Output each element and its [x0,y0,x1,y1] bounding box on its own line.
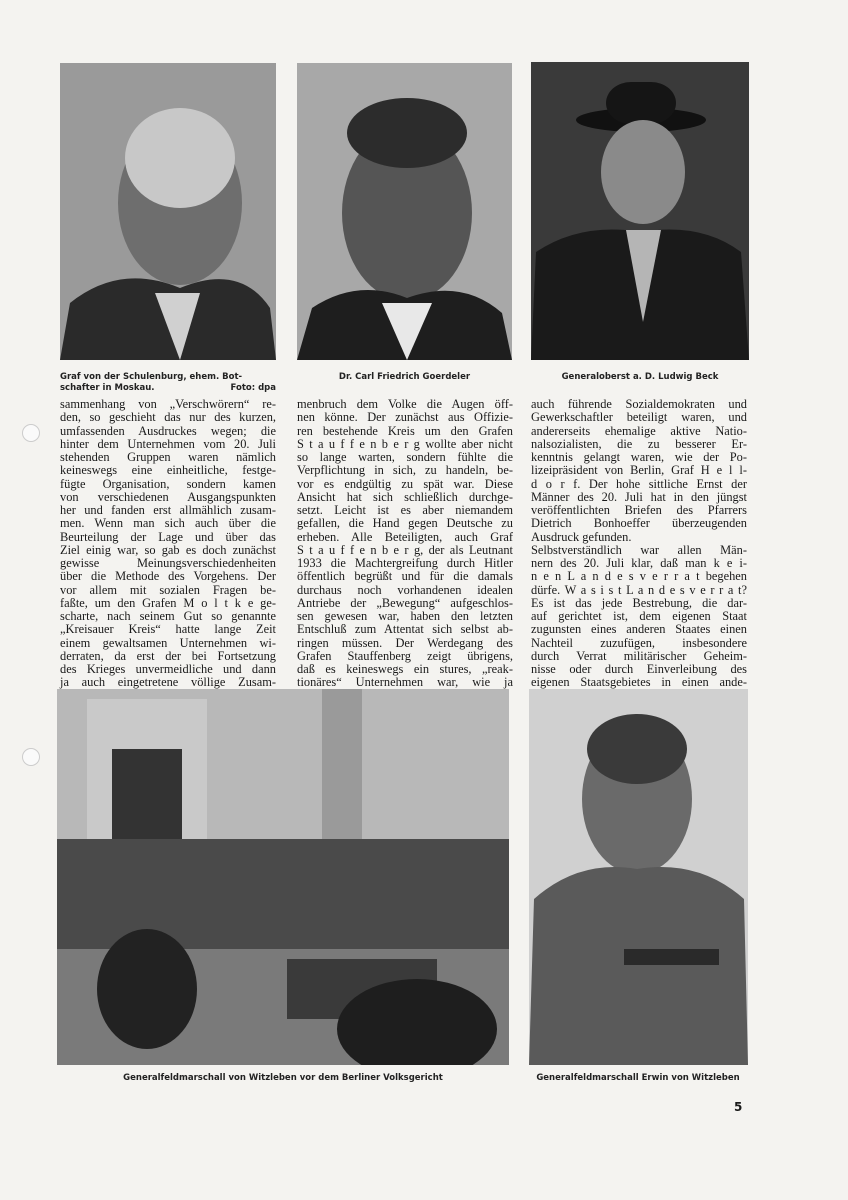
photo-witzleben [529,689,748,1065]
text-line: ringen müssen. Der Werdegang des [297,635,513,650]
text-line: so lange warten, sondern fühlte die [297,450,513,464]
caption-line [60,383,276,394]
photo-schulenburg [60,63,276,360]
text-column-3 [531,398,747,690]
caption-witzleben: Generalfeldmarschall Erwin von Witzleben [536,1073,740,1083]
text-line: umfassenden Ausdruckes wegen; die [60,423,276,438]
caption-text: schafter in Moskau. [60,383,155,393]
text-line: durch Verrat militärischer Geheim- [531,648,747,663]
text-line: nalsozialisten, die zu besserer Er- [531,436,747,451]
text-line: des Krieges unvermeidliche und dann [60,662,276,676]
text-line: erheben. Alle Beteiligten, auch Graf [297,529,513,544]
text-line: ren bestehende Kreis um den Grafen [297,423,513,438]
text-line: menbruch dem Volke die Augen öff- [297,397,513,411]
text-line: Selbstverständlich war allen Män- [531,542,747,557]
photo-credit: Foto: dpa [230,383,276,393]
text-line: Ansicht hat sich schließlich durchge- [297,489,513,504]
text-line: S t a u f f e n b e r g, der als Leutnant [297,542,513,557]
text-line: n e n L a n d e s v e r r a t begehen [531,569,747,584]
text-line: Verpflichtung in sich, zu handeln, be- [297,463,513,478]
text-line: zugunsten eines anderen Staates einen [531,622,747,637]
text-line: kenntnis gelangt waren, wie der Po- [531,450,747,464]
text-line: gefallen, die Hand gegen Deutsche zu [297,516,513,531]
text-line: d o r f. Der hohe sittliche Ernst der [531,476,747,491]
text-line: vor es endgültig zu spät war. Diese [297,476,513,491]
text-line: tionäres“ Unternehmen war, wie ja [297,675,513,690]
text-line: men. Wenn man sich auch über die [60,516,276,531]
text-line: Männer des 20. Juli hat in den jüngst [531,489,747,504]
text-line: lizeipräsident von Berlin, Graf H e l l- [531,463,747,478]
text-line: Entschluß zum Attentat sich selbst ab- [297,622,513,637]
text-line: 1933 die Machtergreifung durch Hitler [297,556,513,570]
text-line: daß es keineswegs ein stures, „reak- [297,662,513,676]
text-line: einem gewaltsamen Unternehmen wi- [60,635,276,650]
text-column-2 [297,398,513,690]
text-line: Grafen Stauffenberg zeigt übrigens, [297,648,513,663]
caption-volksgericht: Generalfeldmarschall von Witzleben vor dem Berliner Volksgericht [123,1073,443,1083]
text-line: hinter dem Unternehmen vom 20. Juli [60,436,276,451]
text-line: scharte, nach seinem Gut so genannte [60,609,276,623]
text-line: durchaus noch vorhandenen idealen [297,582,513,597]
text-line: „Kreisauer Kreis“ hatte lange Zeit [60,622,276,637]
text-line: S t a u f f e n b e r g wollte aber nicht [297,436,513,451]
text-line: von verschiedenen Ausgangspunkten [60,489,276,504]
caption-beck: Generaloberst a. D. Ludwig Beck [561,372,719,382]
text-line: auch führende Sozialdemokraten und [531,397,747,411]
text-line: sen gewesen war, haben den letzten [297,609,513,623]
text-line: auf gerichtet ist, dem eigenen Staat [531,609,747,623]
text-line: Ziel einig war, so gab es doch zunächst [60,542,276,557]
text-line: faßte, um den Grafen M o l t k e ge- [60,595,276,610]
caption-goerdeler: Dr. Carl Friedrich Goerdeler [338,372,471,382]
page-number: 5 [734,1100,743,1114]
photo-beck [531,62,749,360]
text-line: stehenden Gruppen waren nämlich [60,450,276,464]
text-column-1 [60,398,276,690]
text-line: Antriebe der „Bewegung“ aufgeschlos- [297,595,513,610]
text-line: Beurteilung der Lage und über das [60,529,276,544]
text-line: fügte Organisation, sondern kamen [60,476,276,491]
text-line: den, so geschieht das nur des kurzen, [60,410,276,425]
text-line: nen könne. Der zunächst aus Offizie- [297,410,513,425]
text-line: keineswegs eine einheitliche, festge- [60,463,276,478]
text-line: nern des 20. Juli klar, daß man k e i- [531,556,747,570]
text-line: setzt. Leicht ist es aber niemandem [297,503,513,517]
photo-volksgericht [57,689,509,1065]
text-line: Gewerkschaftler beteiligt waren, und [531,410,747,425]
text-line: Nachteil zuzufügen, insbesondere [531,635,747,650]
text-line: öffentlich begrüßt und für die damals [297,569,513,584]
punch-hole [22,748,40,766]
photo-goerdeler [297,63,512,360]
text-line: sammenhang von „Verschwörern“ re- [60,397,276,411]
text-line: vor allem mit sozialen Fragen be- [60,582,276,597]
text-line: andererseits ehemalige aktive Natio- [531,423,747,438]
text-line: Dietrich Bonhoeffer überzeugenden [531,516,747,531]
text-line: veröffentlichten Briefen des Pfarrers [531,503,747,517]
caption-line: Graf von der Schulenburg, ehem. Bot- [60,372,243,382]
punch-hole [22,424,40,442]
text-line: her und fanden erst allmählich zusam- [60,503,276,517]
caption-schulenburg [60,372,276,394]
text-line: über die Methode des Vorgehens. Der [60,569,276,584]
text-line: derraten, da erst der bei Fortsetzung [60,648,276,663]
text-line: nisse oder durch Einverleibung des [531,662,747,676]
text-line: Ausdruck gefunden. [531,529,632,544]
text-line: eigenen Staatsgebietes in einen ande- [531,675,747,690]
text-line: gewisse Meinungsverschiedenheiten [60,556,276,570]
text-line: ja auch eingetretene völlige Zusam- [60,675,276,690]
text-line: Es ist das jede Bestrebung, die dar- [531,595,747,610]
text-line: dürfe. W a s i s t L a n d e s v e r r a t? [531,582,747,597]
